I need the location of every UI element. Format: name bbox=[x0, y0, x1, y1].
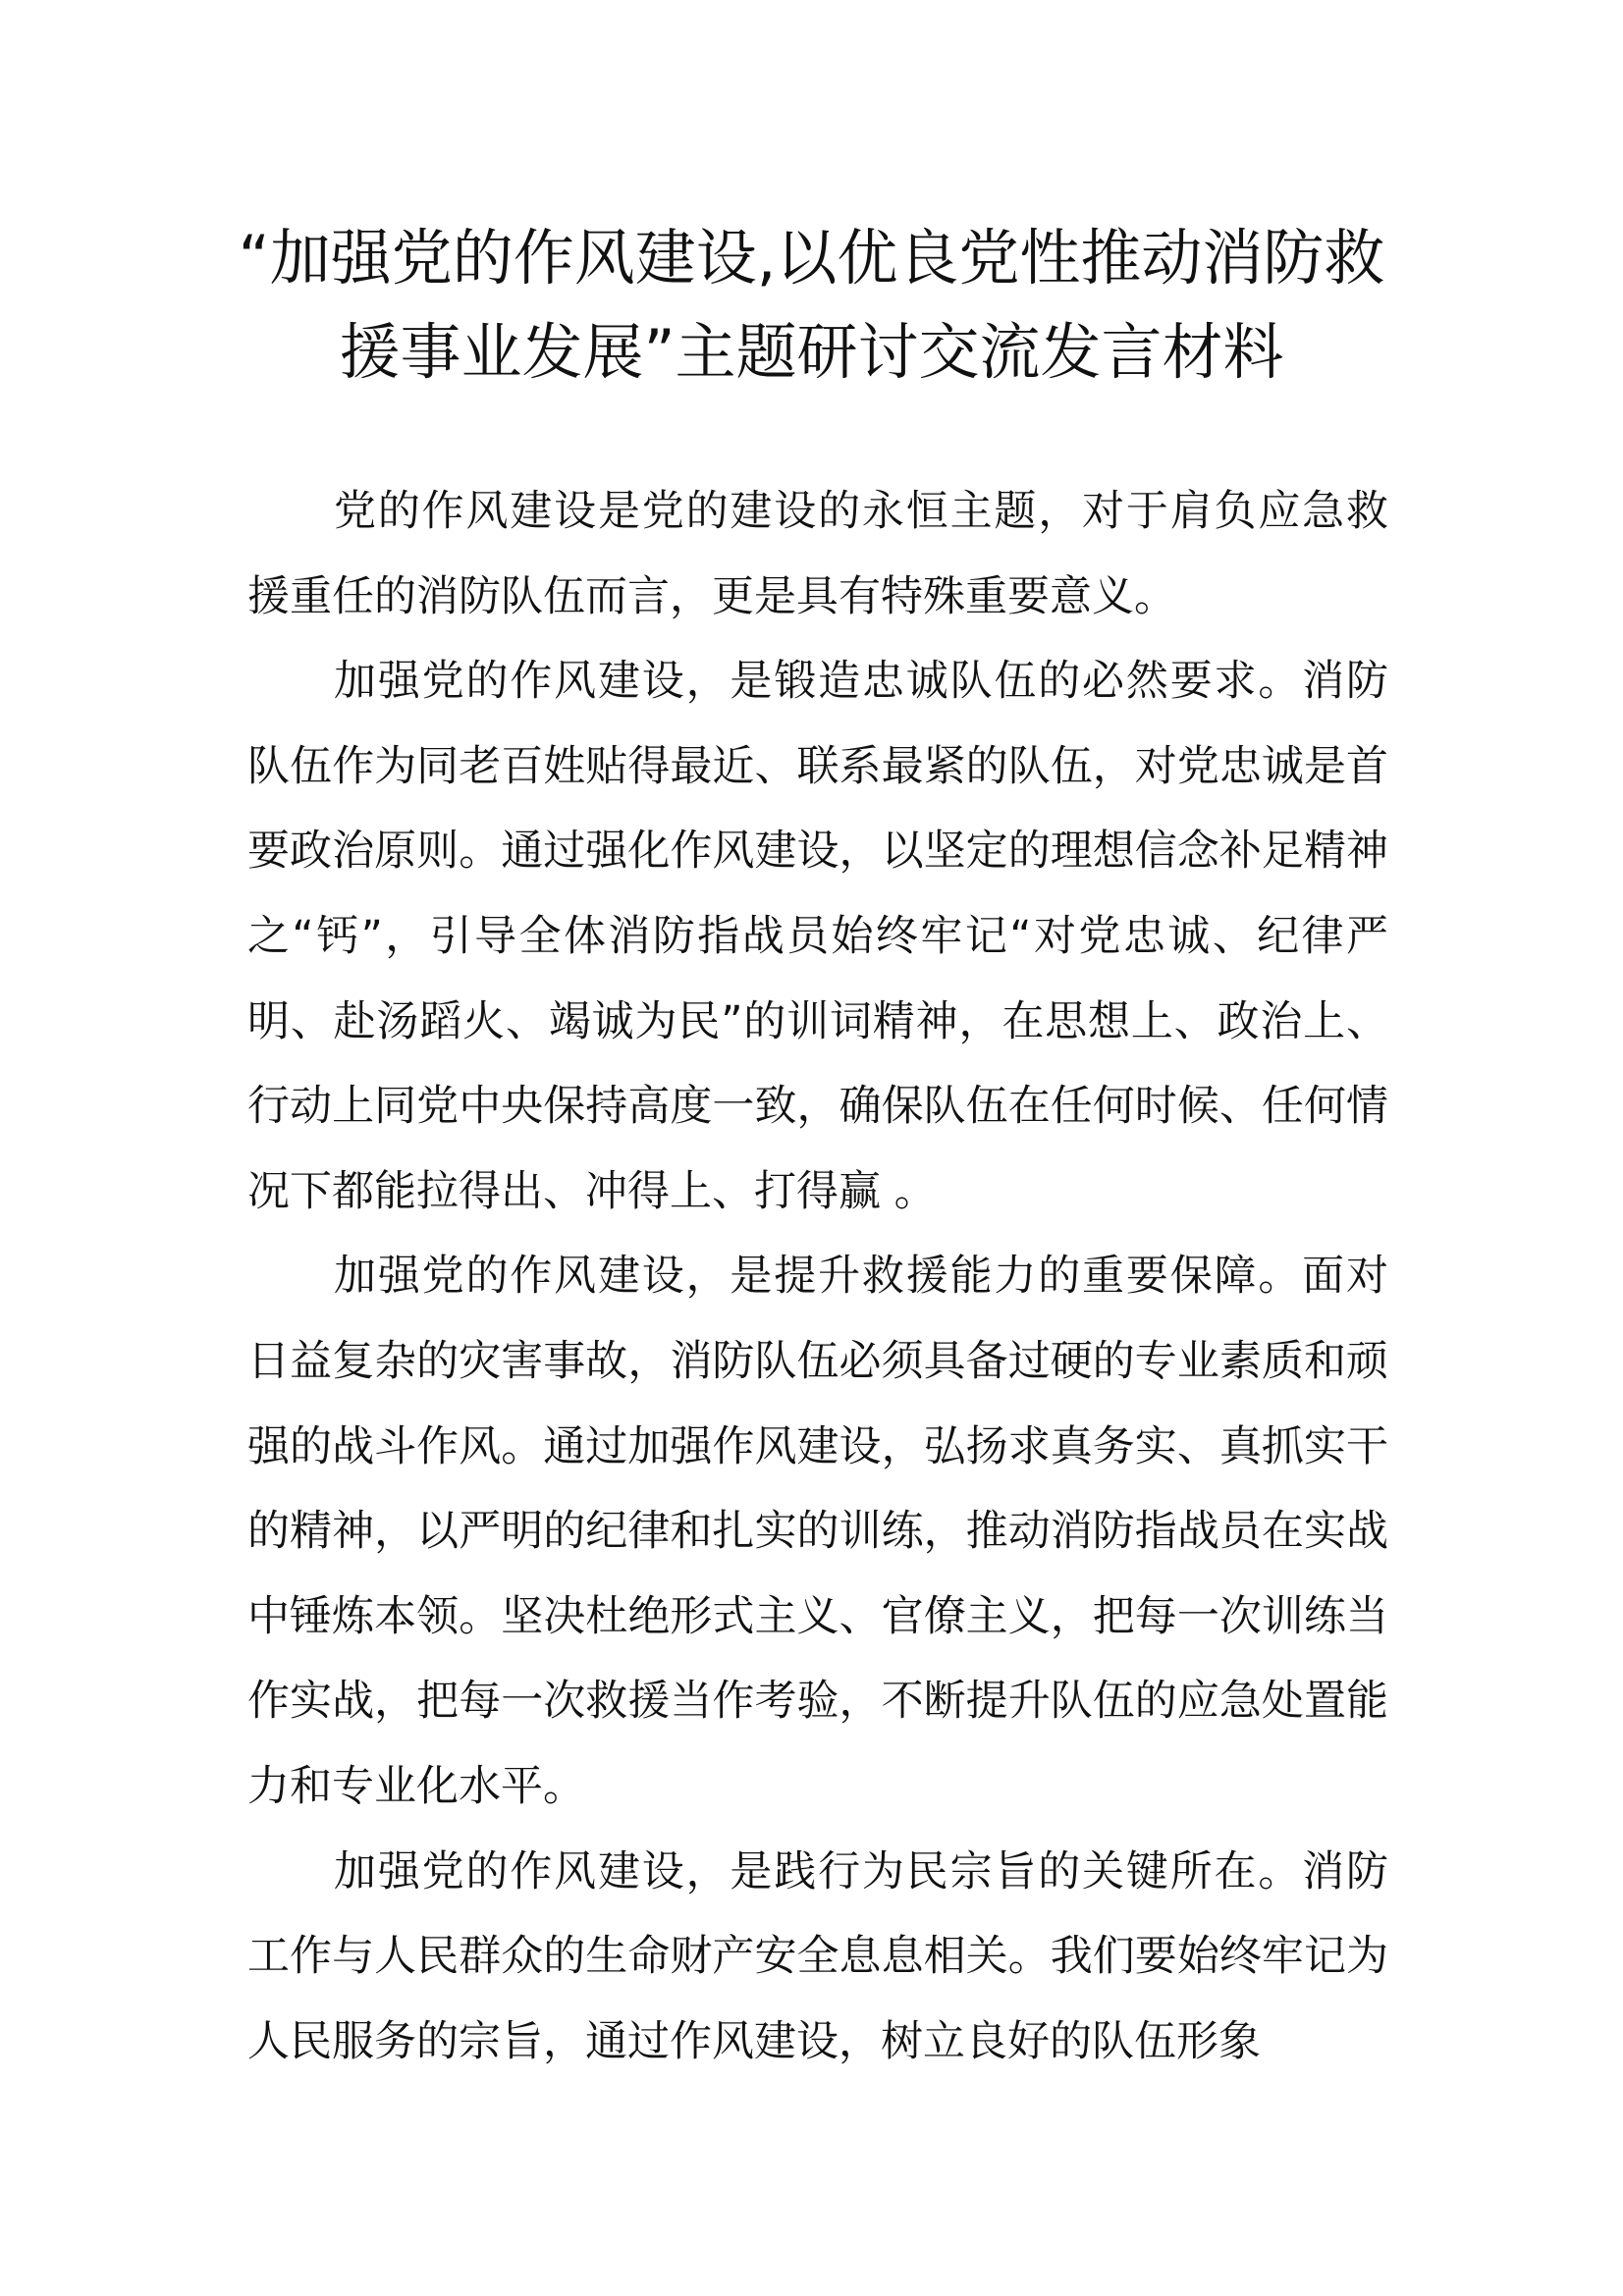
title-line-1: “加强党的作风建设,以优良党性推动消防救 bbox=[238, 222, 1385, 294]
title-line-2: 援事业发展”主题研讨交流发言材料 bbox=[339, 316, 1284, 388]
paragraph-intro: 党的作风建设是党的建设的永恒主题，对于肩负应急救援重任的消防队伍而言，更是具有特殊重要意义。 bbox=[247, 487, 1388, 621]
document-title bbox=[196, 211, 1427, 400]
paragraph-rescue-capability: 加强党的作风建设，是提升救援能力的重要保障。面对日益复杂的灾害事故，消防队伍必须具备过硬的专业素质和顽强的战斗作风。通过加强作风建设，弘扬求真务实、真抓实干的精神，以严明的纪律和扎实的训练，推动消防指战员在实战中锤炼本领。坚决杜绝形式主义、官僚主义，把每一次训练当作实战，把每一次救援当作考验，不断提升队伍的应急处置能力和专业化水平。 bbox=[247, 1252, 1388, 1811]
paragraph-loyal-team: 加强党的作风建设，是锻造忠诚队伍的必然要求。消防队伍作为同老百姓贴得最近、联系最紧的队伍，对党忠诚是首要政治原则。通过强化作风建设，以坚定的理想信念补足精神之“钙”，引导全体消防指战员始终牢记“对党忠诚、纪律严明、赴汤蹈火、竭诚为民”的训词精神，在思想上、政治上、行动上同党中央保持高度一致，确保队伍在任何时候、任何情况下都能拉得出、冲得上、打得赢 。 bbox=[247, 657, 1388, 1216]
paragraph-serve-people: 加强党的作风建设，是践行为民宗旨的关键所在。消防工作与人民群众的生命财产安全息息相关。我们要始终牢记为人民服务的宗旨，通过作风建设，树立良好的队伍形象 bbox=[247, 1846, 1388, 2066]
document-body bbox=[247, 469, 1388, 2084]
